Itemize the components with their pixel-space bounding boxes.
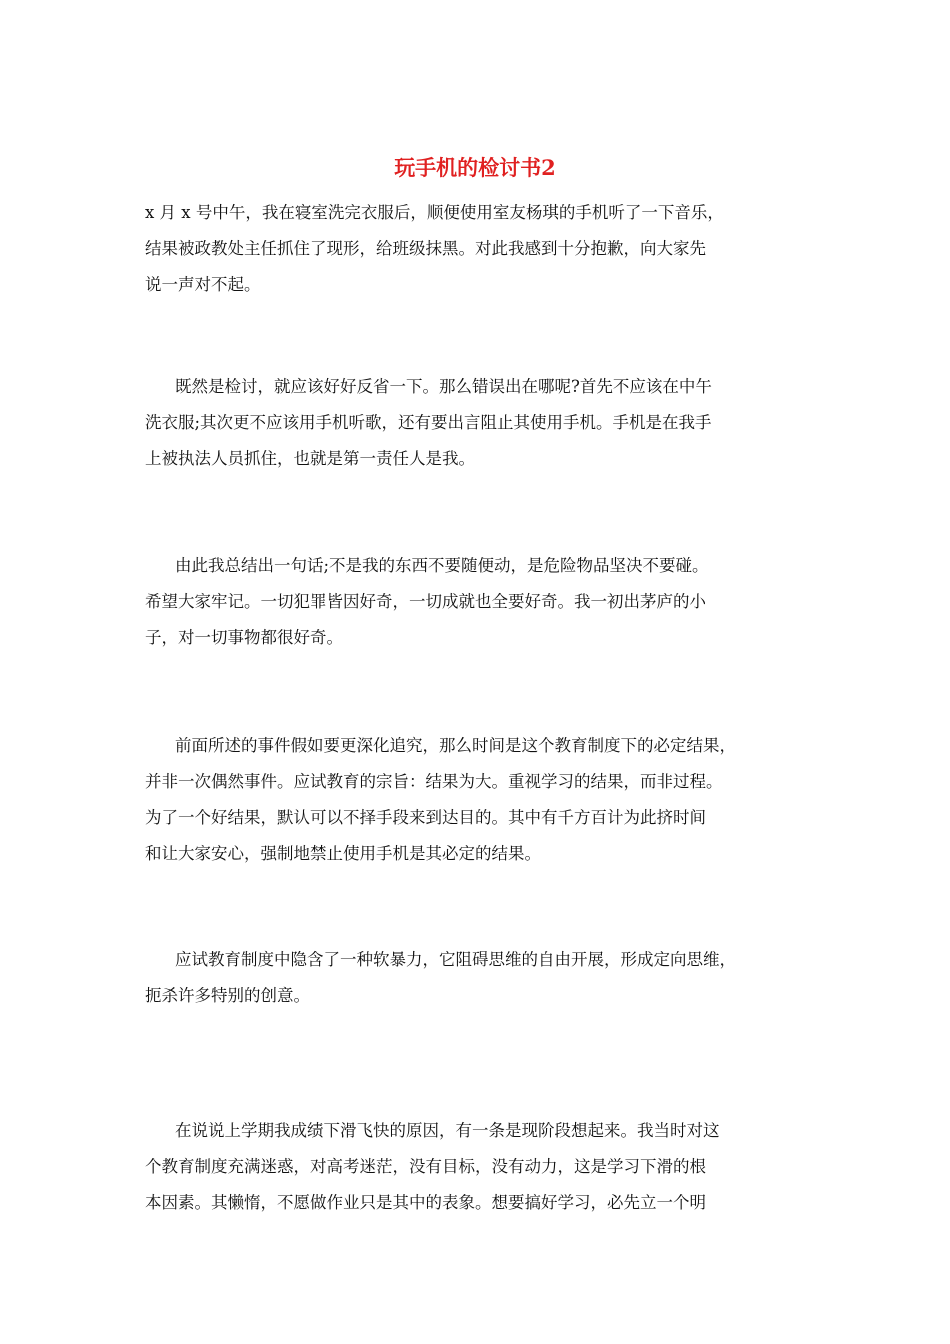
paragraph-line: 结果被政教处主任抓住了现形，给班级抹黑。对此我感到十分抱歉，向大家先 (145, 239, 706, 258)
paragraph-line: 为了一个好结果，默认可以不择手段来到达目的。其中有千方百计为此挤时间 (145, 808, 706, 827)
paragraph-1 (145, 195, 815, 303)
paragraph-line: 扼杀许多特别的创意。 (145, 986, 310, 1005)
paragraph-2 (145, 369, 815, 477)
paragraph-line: 上被执法人员抓住，也就是第一责任人是我。 (145, 449, 475, 468)
paragraph-6 (145, 1113, 815, 1221)
paragraph-line: 由此我总结出一句话;不是我的东西不要随便动，是危险物品坚决不要碰。 (175, 556, 709, 575)
paragraph-5 (145, 942, 815, 1014)
paragraph-line: 个教育制度充满迷惑，对高考迷茫，没有目标，没有动力，这是学习下滑的根 (145, 1157, 706, 1176)
paragraph-line: 前面所述的事件假如要更深化追究，那么时间是这个教育制度下的必定结果， (175, 736, 736, 755)
paragraph-line: 希望大家牢记。一切犯罪皆因好奇，一切成就也全要好奇。我一初出茅庐的小 (145, 592, 706, 611)
paragraph-3 (145, 548, 815, 656)
document-title: 玩手机的检讨书2 (394, 155, 556, 180)
paragraph-line: 说一声对不起。 (145, 275, 261, 294)
paragraph-line: x 月 x 号中午，我在寝室洗完衣服后，顺便使用室友杨琪的手机听了一下音乐， (145, 203, 724, 222)
paragraph-line: 洗衣服;其次更不应该用手机听歌，还有要出言阻止其使用手机。手机是在我手 (145, 413, 712, 432)
paragraph-line: 既然是检讨，就应该好好反省一下。那么错误出在哪呢?首先不应该在中午 (175, 377, 712, 396)
paragraph-line: 本因素。其懒惰，不愿做作业只是其中的表象。想要搞好学习，必先立一个明 (145, 1193, 706, 1212)
paragraph-line: 应试教育制度中隐含了一种软暴力，它阻碍思维的自由开展，形成定向思维， (175, 950, 736, 969)
paragraph-4 (145, 728, 815, 872)
paragraph-line: 子，对一切事物都很好奇。 (145, 628, 343, 647)
paragraph-line: 和让大家安心，强制地禁止使用手机是其必定的结果。 (145, 844, 541, 863)
paragraph-line: 在说说上学期我成绩下滑飞快的原因，有一条是现阶段想起来。我当时对这 (175, 1121, 720, 1140)
paragraph-line: 并非一次偶然事件。应试教育的宗旨：结果为大。重视学习的结果，而非过程。 (145, 772, 723, 791)
